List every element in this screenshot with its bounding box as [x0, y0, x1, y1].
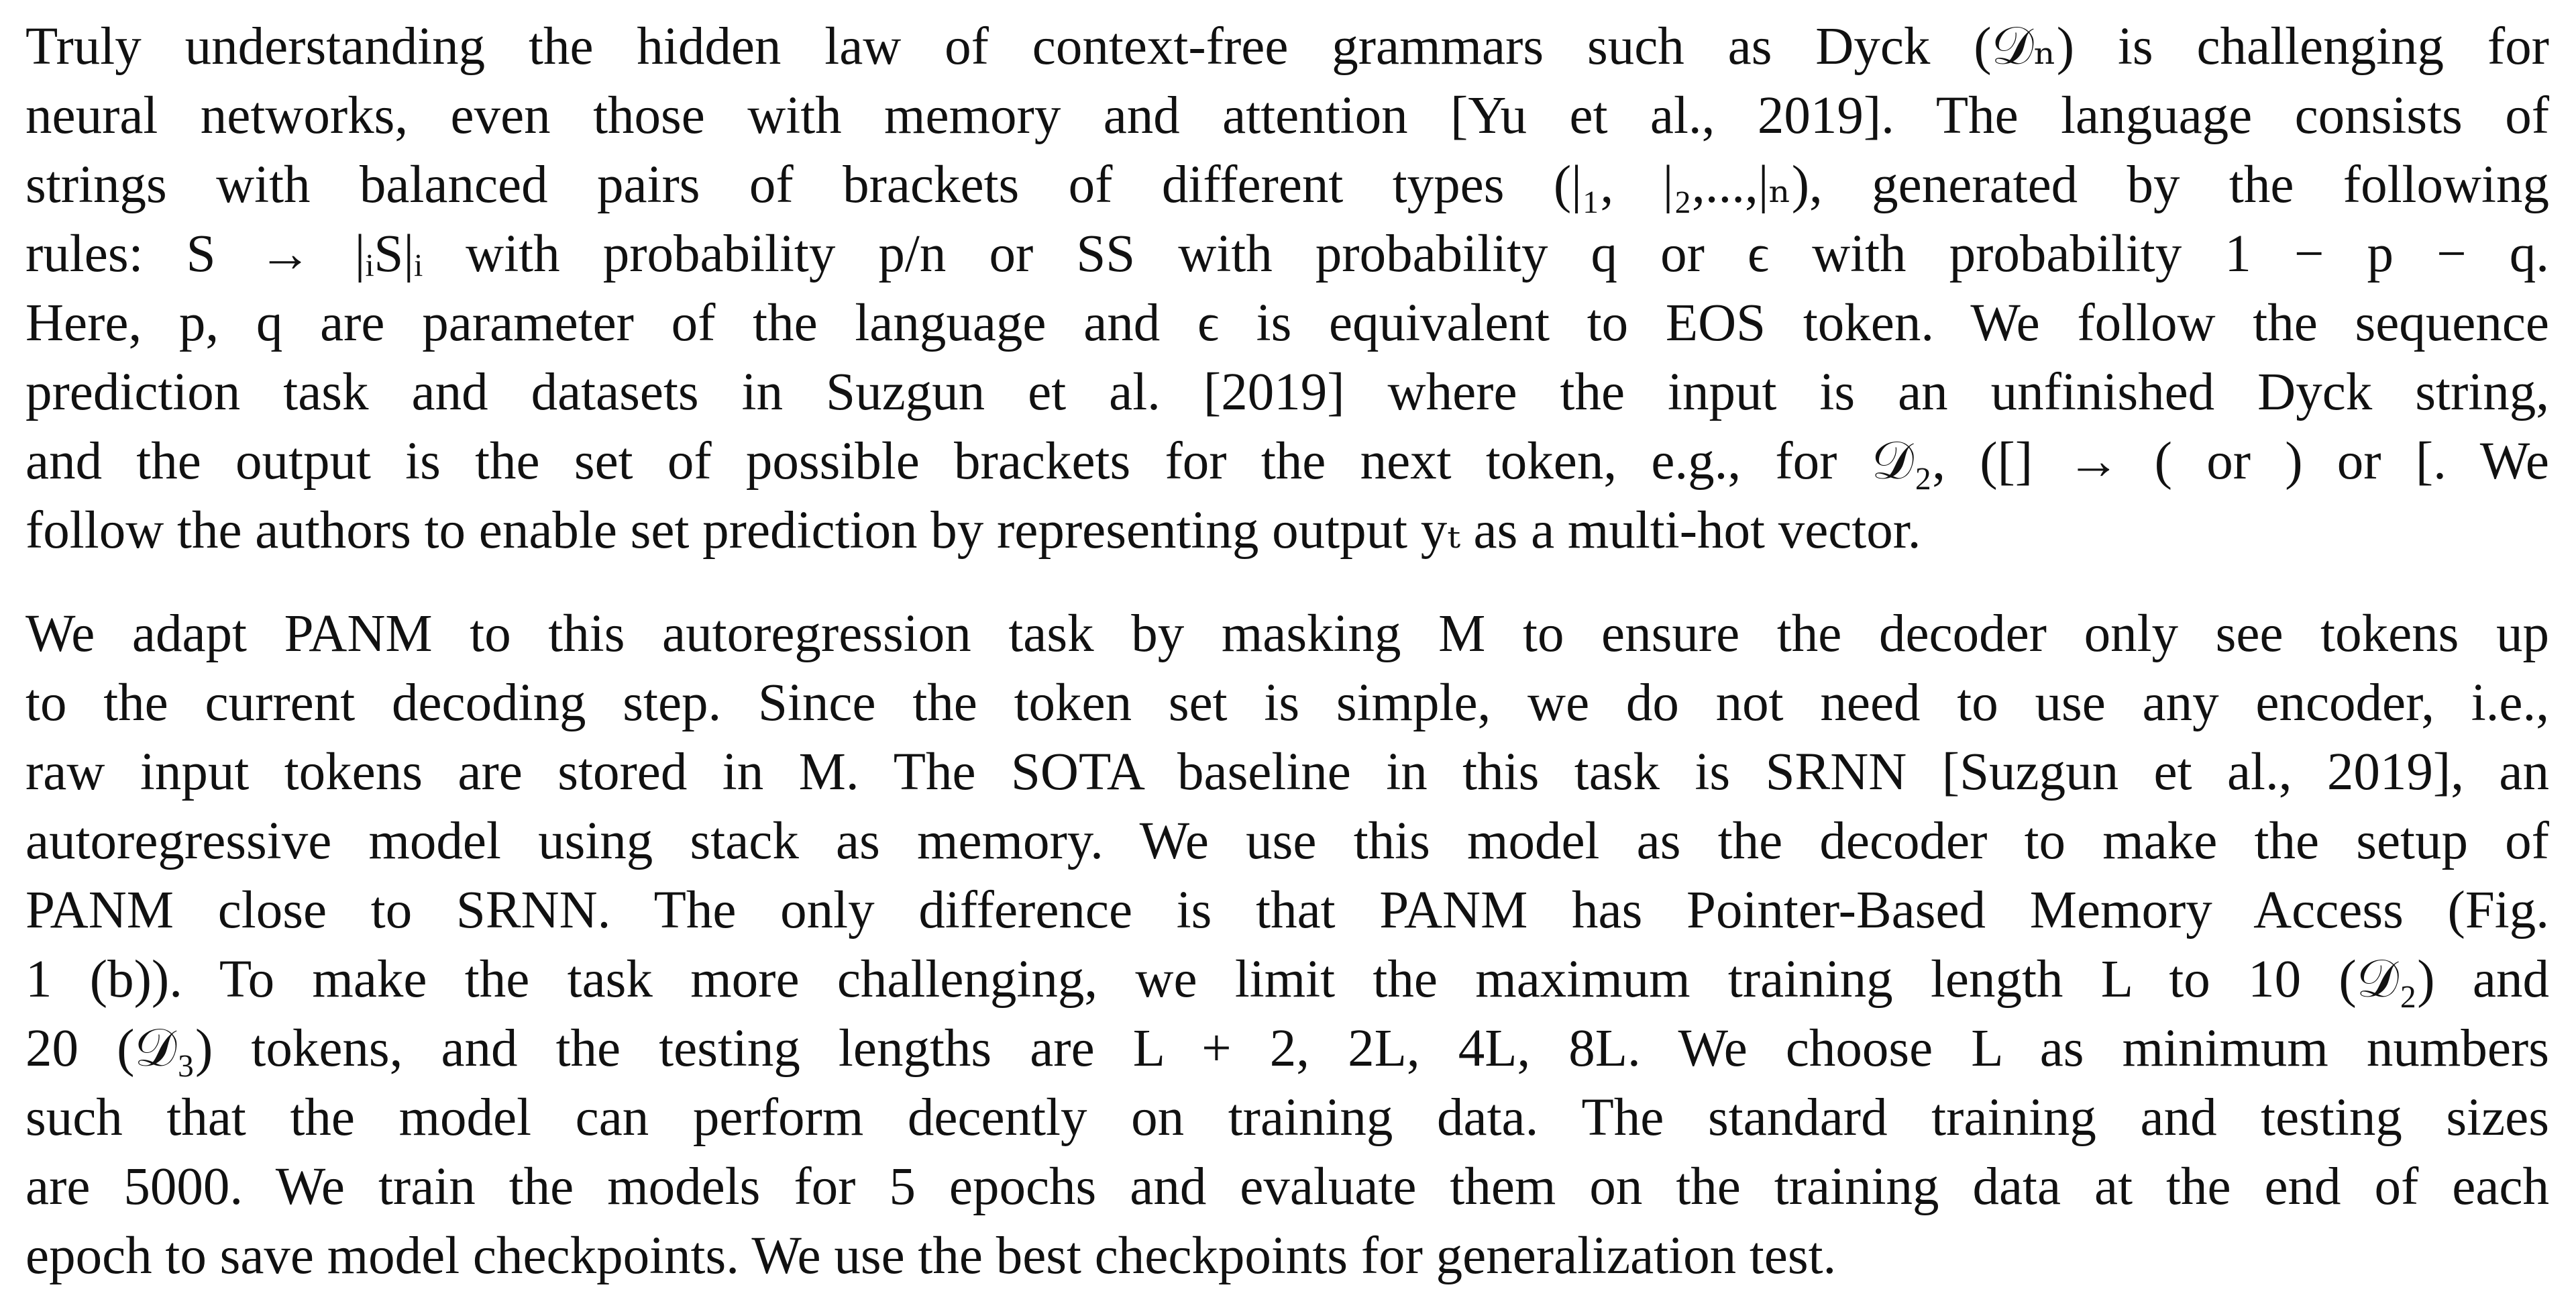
text-line: and the output is the set of possible brackets for the next token, e.g., for 𝒟₂, ([] → ( or ) or [. We [25, 432, 2549, 491]
text-line: such that the model can perform decently on training data. The standard training and testing sizes [25, 1089, 2549, 1147]
text-line: epoch to save model checkpoints. We use the best checkpoints for generalization test. [25, 1227, 1837, 1285]
text-line: to the current decoding step. Since the token set is simple, we do not need to use any encoder, i.e., [25, 674, 2549, 732]
text-line: Truly understanding the hidden law of context-free grammars such as Dyck (𝒟ₙ) is challenging for [25, 17, 2549, 76]
text-line: We adapt PANM to this autoregression task by masking M to ensure the decoder only see tokens up [25, 605, 2549, 663]
paragraph-panm-adaptation [25, 599, 2549, 1290]
text-line: raw input tokens are stored in M. The SOTA baseline in this task is SRNN [Suzgun et al., 2019], an [25, 743, 2549, 801]
text-line: PANM close to SRNN. The only difference is that PANM has Pointer-Based Memory Access (Fig. [25, 881, 2549, 940]
text-line: prediction task and datasets in Suzgun et al. [2019] where the input is an unfinished Dyck string, [25, 363, 2549, 421]
text-line: follow the authors to enable set prediction by representing output yₜ as a multi-hot vector. [25, 501, 1921, 560]
text-line: 1 (b)). To make the task more challenging, we limit the maximum training length L to 10 (𝒟₂) and [25, 950, 2549, 1009]
text-line: 20 (𝒟₃) tokens, and the testing lengths are L + 2, 2L, 4L, 8L. We choose L as minimum numbers [25, 1019, 2549, 1078]
text-line: Here, p, q are parameter of the language and ϵ is equivalent to EOS token. We follow the sequence [25, 294, 2549, 352]
paragraph-dyck-task [25, 12, 2549, 565]
text-line: neural networks, even those with memory and attention [Yu et al., 2019]. The language consists of [25, 87, 2549, 145]
text-line: rules: S → |ᵢS|ᵢ with probability p/n or SS with probability q or ϵ with probability 1 − p − q. [25, 225, 2549, 283]
text-line: are 5000. We train the models for 5 epochs and evaluate them on the training data at the end of each [25, 1158, 2549, 1216]
text-line: strings with balanced pairs of brackets of different types (|₁, |₂,...,|ₙ), generated by the following [25, 156, 2549, 214]
paper-body [25, 12, 2549, 1290]
text-line: autoregressive model using stack as memory. We use this model as the decoder to make the setup of [25, 812, 2549, 870]
